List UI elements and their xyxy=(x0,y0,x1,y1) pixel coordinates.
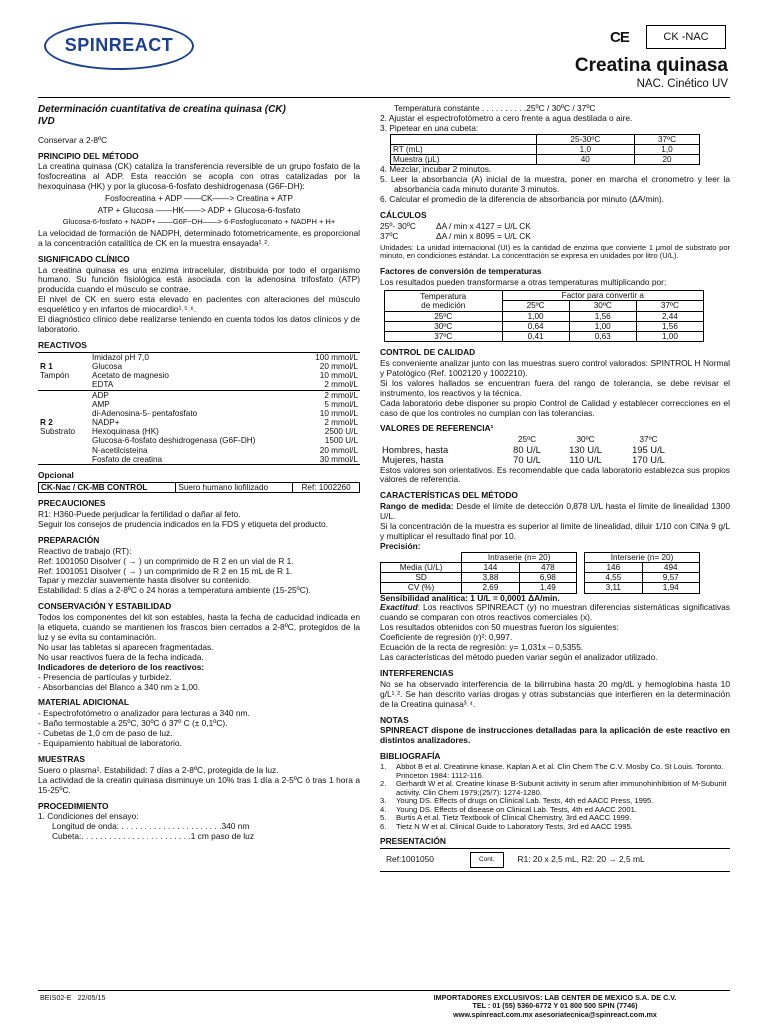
ref-head: 30ºC xyxy=(576,435,595,445)
ref-head: 25ºC xyxy=(517,435,536,445)
conversion-text: Los resultados pueden transformarse a otras temperaturas multiplicando por: xyxy=(380,277,667,288)
deterioration-list xyxy=(38,673,360,693)
reagent-component: Fosfato de creatina xyxy=(92,454,163,464)
ref-cell: 195 U/L xyxy=(632,443,665,455)
deterioration-item: - Presencia de partículas y turbidez. xyxy=(38,671,172,682)
pipette-head xyxy=(391,134,537,144)
bibliography-text: Young DS. Effects of disease on Clinical Lab. Tests, 4th ed AACC 2001. xyxy=(396,804,637,814)
reagent-label xyxy=(38,352,90,390)
footer-importer: IMPORTADORES EXCLUSIVOS: LAB CENTER DE MEXICO S.A. DE C.V. TEL : 01 (55) 5360-6772 Y 01 800 500 SPIN (7746) www.spinreact.com.mx asesoriatecnica@spinreact.com.mx xyxy=(433,993,677,1019)
spinreact-logo: SPINREACT xyxy=(44,22,194,70)
reagent-component: Hexoquinasa (HK) xyxy=(92,427,159,437)
reagent-component: ADP xyxy=(92,390,109,400)
precision-cell: 6,98 xyxy=(519,573,576,583)
ref-cell: 170 U/L xyxy=(632,454,665,466)
precision-cell: 478 xyxy=(519,563,576,573)
samples-text-2: La actividad de la creatin quinasa disminuye un 10% tras 1 día a 2-5ºC ó tras 1 hora a 15-25ºC. xyxy=(38,774,360,795)
bibliography-text: Young DS. Effects of drugs on Clinical Lab. Tests, 4th ed AACC Press, 1995. xyxy=(396,796,654,806)
clinical-text: La creatina quinasa es una enzima intracelular, distribuida por todo el organismo humano. Su función fisiológica está asociada con la adenosina trifosfato (ATP) producida cuando el músculo se contrae. xyxy=(38,264,360,295)
deterioration-item: - Absorbancias del Blanco a 340 nm ≥ 1,00. xyxy=(38,681,200,692)
bibliography-text: Abbot B et al. Creatinine kinase. Kaplan A et al. Clin Chem The C.V. Mosby Co. St Louis. Toronto. Princeton 1984: 1112-116. xyxy=(396,762,724,780)
conservation-title: CONSERVACIÓN Y ESTABILIDAD xyxy=(38,601,172,612)
conservation-lines xyxy=(38,643,360,663)
product-title: Creatina quinasa xyxy=(574,55,728,76)
precision-cell: CV (%) xyxy=(381,583,462,593)
reagents-table xyxy=(38,352,360,465)
reagent-concentration: 2 mmol/L xyxy=(324,390,358,400)
procedure-step-5: 5. Leer la absorbancia (A) inicial de la muestra, poner en marcha el cronometro y leer la absorbancia cada minuto durante 3 minutos. xyxy=(380,174,730,195)
conversion-table xyxy=(384,290,704,342)
clinical-title: SIGNIFICADO CLÍNICO xyxy=(38,253,130,264)
clinical-text-3: El diagnóstico clínico debe realizarse teniendo en cuenta todos los datos clínicos y de laboratorio. xyxy=(38,314,360,334)
preparation-line: Ref: 1001050 Disolver ( → ) un comprimido de R 2 en un vial de R 1. xyxy=(38,555,294,566)
conv-sub-head: 37ºC xyxy=(636,301,703,311)
material-item: - Cubetas de 1,0 cm de paso de luz. xyxy=(38,728,173,739)
precautions-text: R1: H360-Puede perjudicar la fertilidad o dañar al feto. xyxy=(38,509,241,519)
conv-sub-head: 25ºC xyxy=(502,301,569,311)
reagent-component: EDTA xyxy=(92,380,114,390)
calc-formula: ΔA / min x 8095 = U/L CK xyxy=(436,230,531,241)
bibliography-item xyxy=(380,823,730,832)
presentation-title: PRESENTACIÓN xyxy=(380,836,446,847)
bibliography-number: 4. xyxy=(380,804,387,814)
exactitude-text: Exactitud: Los reactivos SPINREACT (y) no muestran diferencias sistemáticas significativas cuando se comparan con otros reactivos comerciales (x). xyxy=(380,602,730,623)
precision-row xyxy=(381,583,700,593)
units-text: Unidades: La unidad internacional (UI) es la cantidad de enzima que convierte 1 μmol de substrato por minuto, en condiciones estándar. La concentración se expresa en unidades por litro (U/L). xyxy=(380,242,730,261)
document-heading: Determinación cuantitativa de creatina quinasa (CK) IVD xyxy=(38,104,286,127)
deterioration-title: Indicadores de deterioro de los reactivos: xyxy=(38,661,205,672)
left-column xyxy=(38,104,360,842)
footer-divider xyxy=(38,990,730,991)
optional-cell: CK-Nac / CK-MB CONTROL xyxy=(39,482,176,492)
conv-head-temp: Temperatura de medición xyxy=(385,291,503,311)
precision-label: Precisión: xyxy=(380,540,421,551)
precision-row xyxy=(381,573,700,583)
reagent-label xyxy=(38,390,90,465)
preparation-line: Reactivo de trabajo (RT): xyxy=(38,545,132,556)
principle-text: La creatina quinasa (CK) cataliza la transferencia reversible de un grupo fosfato de la fosfocreatina al ADP. Esta reacción se acopla con otras catalizadas por la hexoquinasa (HK) y por la glucosa-6-fosfato deshidrogenasa (G6F-DH): xyxy=(38,161,360,192)
conv-cell: 30ºC xyxy=(385,321,503,331)
pipette-cell: 1,0 xyxy=(635,144,700,154)
precision-cell: 9,57 xyxy=(642,573,699,583)
precision-cell: Media (U/L) xyxy=(381,563,462,573)
reagent-type: Tampón xyxy=(40,371,70,381)
precision-cell: 1,49 xyxy=(519,583,576,593)
ref-cell: 80 U/L xyxy=(513,443,541,455)
precision-gap xyxy=(577,583,585,593)
reagent-concentration: 2 mmol/L xyxy=(324,380,358,390)
dilution-text: Si la concentración de la muestra es superior al límite de linealidad, diluir 1/10 con ClNa 9 g/L y multiplicar el resultado final por 10. xyxy=(380,521,730,541)
conv-cell: 37ºC xyxy=(385,331,503,341)
optional-cell: Ref: 1002260 xyxy=(293,482,360,492)
material-item: - Baño termostable a 25ºC, 30ºC ó 37º C (± 0,1ºC). xyxy=(38,718,228,729)
notes-title: NOTAS xyxy=(380,714,409,725)
pipette-cell: 20 xyxy=(635,155,700,165)
procedure-wavelength: Longitud de onda: . . . . . . . . . . . . . . . . . . . . . .340 nm xyxy=(52,821,250,832)
reagent-component: Imidazol pH 7,0 xyxy=(92,352,149,362)
equation-3: Glucosa-6-fosfato + NADP+ ——G6F−DH——> 6-Fosfogluconato + NADPH + H+ xyxy=(62,216,336,226)
pipette-head: 37ºC xyxy=(635,134,700,144)
precision-cell: 144 xyxy=(462,563,519,573)
header-divider xyxy=(38,97,730,98)
product-subtitle: NAC. Cinético UV xyxy=(636,78,728,90)
exactitude-text-4: Ecuación de la recta de regresión: y= 1,031x – 0,5355. xyxy=(380,642,584,653)
prec-inter-head: Interserie (n= 20) xyxy=(585,552,700,562)
precision-cell: 2,69 xyxy=(462,583,519,593)
bibliography-text: Burtis A et al. Tietz Textbook of Clinical Chemistry, 3rd ed AACC 1999. xyxy=(396,813,632,823)
footer-code: BEIS02-E 22/05/15 xyxy=(40,993,106,1002)
quality-title: CONTROL DE CALIDAD xyxy=(380,347,476,358)
characteristics-title: CARACTERÍSTICAS DEL MÉTODO xyxy=(380,490,518,501)
conversion-title: Factores de conversión de temperaturas xyxy=(380,266,542,277)
reagent-concentration: 2500 U/L xyxy=(324,427,358,437)
preparation-line: Ref: 1001051 Disolver ( → ) un comprimido de R 2 en 15 mL de R 1. xyxy=(38,565,293,576)
precision-cell: 1,94 xyxy=(642,583,699,593)
conservation-line: No usar las tabletas si aparecen fragmentadas. xyxy=(38,641,214,652)
principle-title: PRINCIPIO DEL MÉTODO xyxy=(38,150,139,161)
pipette-table xyxy=(390,134,700,166)
conv-row xyxy=(385,321,704,331)
bibliography-list xyxy=(380,763,730,831)
quality-text: Es conveniente analizar junto con las muestras suero control valorados: SPINTROL H Normal y Patológico (Ref. 1002120 y 1002210). xyxy=(380,357,730,378)
precision-gap xyxy=(577,563,585,573)
calc-temp: 37ºC xyxy=(380,230,399,241)
bibliography-number: 5. xyxy=(380,813,387,823)
material-item: - Espectrofotómetro o analizador para lecturas a 340 nm. xyxy=(38,708,250,719)
preparation-line: Tapar y mezclar suavemente hasta disolver su contenido. xyxy=(38,575,252,586)
reagent-type: Substrato xyxy=(40,427,76,437)
material-item: - Equipamiento habitual de laboratorio. xyxy=(38,738,182,749)
calc-line-1 xyxy=(380,222,730,232)
bibliography-number: 2. xyxy=(380,779,387,789)
conv-cell: 0,41 xyxy=(502,331,569,341)
conv-cell: 0,63 xyxy=(569,331,636,341)
equation-2: ATP + Glucosa ——HK——> ADP + Glucosa-6-fosfato xyxy=(97,205,301,216)
reference-text: Estos valores son orientativos. Es recomendable que cada laboratorio establezca sus propios valores de referencia. xyxy=(380,464,730,485)
procedure-step-6: 6. Calcular el promedio de la diferencia de absorbancia por minuto (ΔA/min). xyxy=(380,194,664,204)
right-column xyxy=(380,104,730,872)
ref-cell: Hombres, hasta xyxy=(382,443,449,455)
pipette-cell: 1,0 xyxy=(536,144,634,154)
material-title: MATERIAL ADICIONAL xyxy=(38,697,130,708)
conv-head-factor: Factor para convertir a xyxy=(502,291,703,301)
conv-row xyxy=(385,331,704,341)
preparation-title: PREPARACIÓN xyxy=(38,534,100,545)
reagent-concentration: 30 mmol/L xyxy=(319,454,358,464)
reagent-component: NADP+ xyxy=(92,418,120,428)
product-code-box: CK -NAC xyxy=(646,25,726,49)
calc-line-2 xyxy=(380,232,730,242)
bibliography-number: 3. xyxy=(380,796,387,806)
conv-cell: 1,00 xyxy=(569,321,636,331)
precision-cell: 494 xyxy=(642,563,699,573)
reagent-row xyxy=(38,352,360,362)
ref-cell: 130 U/L xyxy=(569,443,602,455)
conv-row xyxy=(385,311,704,321)
ref-cell: 110 U/L xyxy=(569,454,602,466)
calc-temp: 25º- 30ºC xyxy=(380,220,416,231)
clinical-text-2: El nivel de CK en suero esta elevado en pacientes con alteraciones del músculo esquelético y en infartos de miocardio¹˒⁵˒⁶. xyxy=(38,294,360,315)
reagent-concentration: 5 mmol/L xyxy=(324,399,358,409)
conservation-text: Todos los componentes del kit son estables, hasta la fecha de caducidad indicada en la etiqueta, cuando se mantienen los frascos bien cerrados a 2-8ºC, protegidos de la luz y se evita su contaminación. xyxy=(38,612,360,642)
ce-mark: CE xyxy=(610,29,629,46)
preparation-lines xyxy=(38,547,360,597)
procedure-step-2: 2. Ajustar el espectrofotómetro a cero frente a agua destilada o aire. xyxy=(380,112,633,123)
bibliography-item xyxy=(380,780,730,797)
pipette-head: 25-30ºC xyxy=(536,134,634,144)
equation-1: Fosfocreatina + ADP ——CK——> Creatina + ATP xyxy=(105,193,293,204)
conv-sub-head: 30ºC xyxy=(569,301,636,311)
ref-row xyxy=(380,455,680,466)
exactitude-text-2: Los resultados obtenidos con 50 muestras fueron los siguientes: xyxy=(380,622,619,633)
pipette-cell: RT (mL) xyxy=(391,144,537,154)
precision-cell: 4,55 xyxy=(585,573,642,583)
reagent-concentration: 2 mmol/L xyxy=(324,418,358,428)
material-list xyxy=(38,709,360,749)
interference-title: INTERFERENCIAS xyxy=(380,667,454,678)
bibliography-number: 1. xyxy=(380,762,387,772)
bibliography-number: 6. xyxy=(380,821,387,831)
conv-cell: 2,44 xyxy=(636,311,703,321)
range-text: Rango de medida: Desde el límite de detección 0,878 U/L hasta el límite de linealidad 1300 U/L. xyxy=(380,501,731,522)
reference-table xyxy=(380,435,680,465)
reagent-component: N-acetilcisteina xyxy=(92,445,148,455)
conv-cell: 1,00 xyxy=(636,331,703,341)
presentation-cont: Cont. xyxy=(470,852,504,868)
bibliography-text: Tietz N W et al. Clinical Guide to Laboratory Tests, 3rd ed AACC 1995. xyxy=(396,821,633,831)
precision-cell: 3,88 xyxy=(462,573,519,583)
ref-cell: 70 U/L xyxy=(513,454,541,466)
reagents-title: REACTIVOS xyxy=(38,339,87,350)
pipette-row xyxy=(391,144,700,154)
storage-text: Conservar a 2-8ºC xyxy=(38,134,108,145)
precautions-title: PRECAUCIONES xyxy=(38,498,106,509)
conservation-line: No usar reactivos fuera de la fecha indicada. xyxy=(38,651,204,662)
pipette-row xyxy=(391,155,700,165)
conv-cell: 25ºC xyxy=(385,311,503,321)
prec-intra-head: Intraserie (n= 20) xyxy=(462,552,577,562)
interference-text: No se ha observado interferencia de la bilirrubina hasta 20 mg/dL y hemoglobina hasta 10 g/L¹˒². Se han descrito varias drogas y otras substancias que interfieren en la determinación de la Creatina quinasa³˒⁴. xyxy=(380,678,730,709)
reagent-row xyxy=(38,390,360,400)
ref-head: 37ºC xyxy=(639,435,658,445)
reagent-concentration: 20 mmol/L xyxy=(319,445,358,455)
precautions-text-2: Seguir los consejos de prudencia indicados en la FDS y etiqueta del producto. xyxy=(38,518,329,529)
bibliography-title: BIBLIOGRAFÍA xyxy=(380,751,441,762)
pipette-cell: Muestra (μL) xyxy=(391,155,537,165)
reagent-concentration: 1500 U/L xyxy=(324,436,358,446)
optional-cell: Suero humano liofilizado xyxy=(176,482,293,492)
precision-gap xyxy=(577,573,585,583)
procedure-title: PROCEDIMIENTO xyxy=(38,800,109,811)
reagent-code: R 2 xyxy=(40,418,53,428)
calculations-title: CÁLCULOS xyxy=(380,209,427,220)
precision-cell: SD xyxy=(381,573,462,583)
samples-text: Suero o plasma¹. Estabilidad: 7 días a 2-8ºC, protegida de la luz. xyxy=(38,764,279,775)
quality-text-2: Si los valores hallados se encuentran fuera del rango de tolerancia, se debe revisar el instrumento, los reactivos y la técnica. xyxy=(380,377,730,398)
conv-cell: 1,56 xyxy=(636,321,703,331)
presentation-ref: Ref:1001050 xyxy=(386,853,434,864)
calc-formula: ΔA / min x 4127 = U/L CK xyxy=(436,220,531,231)
procedure-temperature: Temperatura constante . . . . . . . . . .25ºC / 30ºC / 37ºC xyxy=(394,103,596,113)
notes-text: SPINREACT dispone de instrucciones detalladas para la aplicación de este reactivo en distintos analizadores. xyxy=(380,725,730,746)
procedure-step-3: 3. Pipetear en una cubeta: xyxy=(380,122,479,133)
principle-text-2: La velocidad de formación de NADPH, determinado fotometricamente, es proporcional a la concentración catalítica de CK en la muestra ensayada¹˒². xyxy=(38,227,360,248)
procedure-step-1: 1. Condiciones del ensayo: xyxy=(38,811,139,822)
optional-title: Opcional xyxy=(38,470,74,480)
optional-table xyxy=(38,482,360,493)
conv-cell: 1,56 xyxy=(569,311,636,321)
precision-row xyxy=(381,563,700,573)
reagent-component: di-Adenosina-5- pentafosfato xyxy=(92,408,198,418)
pipette-cell: 40 xyxy=(536,155,634,165)
ref-cell: Mujeres, hasta xyxy=(382,454,444,466)
precision-cell: 146 xyxy=(585,563,642,573)
precision-cell: 3,11 xyxy=(585,583,642,593)
procedure-cuvette: Cubeta:. . . . . . . . . . . . . . . . . . . . . . . .1 cm paso de luz xyxy=(52,831,255,842)
samples-title: MUESTRAS xyxy=(38,753,85,764)
reagent-component: Acetato de magnesio xyxy=(92,371,169,381)
reagent-component: AMP xyxy=(92,399,110,409)
reagent-concentration: 100 mmol/L xyxy=(315,352,358,362)
quality-text-3: Cada laboratorio debe disponer su propio Control de Calidad y establecer correcciones en el caso de que los controles no cumplan con las tolerancias. xyxy=(380,397,730,418)
precision-table xyxy=(380,552,700,594)
reagent-component: Glucosa xyxy=(92,361,123,371)
reagent-component: Glucosa-6-fosfato deshidrogenasa (G6F-DH) xyxy=(92,436,256,446)
conv-cell: 1,00 xyxy=(502,311,569,321)
exactitude-text-3: Coeficiente de regresión (r)²: 0,997. xyxy=(380,632,513,643)
reagent-code: R 1 xyxy=(40,361,53,371)
reagent-concentration: 20 mmol/L xyxy=(319,361,358,371)
presentation-row xyxy=(380,848,730,872)
procedure-step-4: 4. Mezclar, incubar 2 minutos. xyxy=(380,164,492,175)
bibliography-text: Gerhardt W et al. Creatine kinase B-Subunit activity in serum after immunohinhibition of M-Subunit activity. Clin Chem 1979;(25/7): 1274-1280. xyxy=(396,779,727,797)
sensitivity-text: Sensibilidad analítica: 1 U/L = 0,0001 ΔA/min. xyxy=(380,592,560,603)
reference-title: VALORES DE REFERENCIA¹ xyxy=(380,423,494,434)
presentation-text: R1: 20 x 2,5 mL, R2: 20 → 2,5 mL xyxy=(517,853,645,864)
conv-cell: 0,64 xyxy=(502,321,569,331)
reagent-concentration: 10 mmol/L xyxy=(319,408,358,418)
bibliography-item xyxy=(380,763,730,780)
preparation-line: Estabilidad: 5 días a 2-8ºC o 24 horas a temperatura ambiente (15-25ºC). xyxy=(38,585,311,596)
reagent-concentration: 10 mmol/L xyxy=(319,371,358,381)
exactitude-text-5: Las características del método pueden variar según el analizador utilizado. xyxy=(380,652,658,662)
